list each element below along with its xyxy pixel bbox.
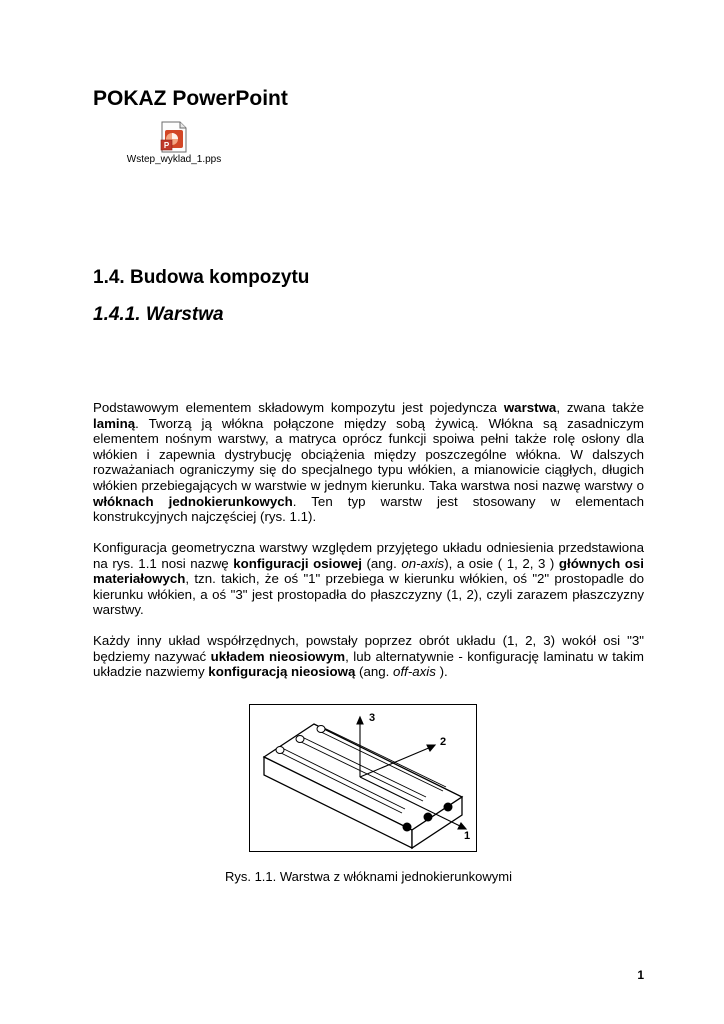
figure-layer-diagram	[249, 704, 477, 852]
term-warstwa: warstwa	[503, 400, 557, 415]
term-off-axis: off-axis	[393, 664, 436, 680]
term-wloknach-jednokierunkowych: włóknach jednokierunkowych	[93, 493, 293, 509]
page-number: 1	[637, 968, 644, 982]
text-run: . Ten typ warstw jest stosowany w elementach konstrukcyjnych najczęściej (rys. 1.1).	[93, 493, 644, 525]
text-run: , zwana także	[556, 400, 644, 415]
term-ukladem-nieosiowym: układem nieosiowym	[210, 648, 346, 664]
text-run: (ang.	[361, 555, 402, 571]
svg-text:P: P	[163, 141, 170, 150]
term-lamina: laminą	[93, 415, 136, 431]
term-konfiguracja-nieosiowa: konfiguracją nieosiową	[208, 664, 356, 680]
section-heading: 1.4. Budowa kompozytu	[93, 267, 310, 288]
layer-diagram	[250, 705, 475, 850]
axis-3-arrow	[357, 717, 363, 724]
figure-caption: Rys. 1.1. Warstwa z włóknami jednokierunkowymi	[224, 869, 513, 884]
text-run: , tzn. takich, że oś "1" przebiega w kierunku włókien, oś "2" prostopadle do kierunku włókien, a oś "3" jest prostopadła do płaszczyzny (1, 2), czyli zarazem płaszczyzny warstwy.	[93, 571, 644, 618]
text-run: . Tworzą ją włókna połączone między sobą żywicą. Włókna są zasadniczym elementem nośnym warstwy, a matryca oprócz funkcji spoiwa pełni także rolę osłony dla włókien i zapewnia dystrybucję obciążenia między poszczególne włókna. W dalszych rozważaniach ograniczymy się do specjalnego typu włókien, a mianowicie ciągłych, długich włókien przebiegających w warstwie w jednym kierunku. Taka warstwa nosi nazwę warstwy o	[93, 415, 644, 493]
text-run: Konfiguracja geometryczna warstwy względem przyjętego układu odniesienia przedstawiona na rys. 1.1 nosi nazwę	[93, 540, 644, 571]
axis-2-arrow	[427, 745, 435, 751]
page-title: POKAZ PowerPoint	[93, 87, 288, 110]
text-run: (ang.	[355, 664, 394, 680]
axis-1-label: 1	[464, 830, 471, 842]
attachment-filename[interactable]: Wstep_wyklad_1.pps	[126, 154, 222, 165]
text-run: Podstawowym elementem składowym kompozytu jest pojedyncza	[93, 400, 504, 415]
text-run: Każdy inny układ współrzędnych, powstały poprzez obrót układu (1, 2, 3) wokół osi "3" będziemy nazywać	[93, 633, 644, 664]
term-konfiguracji-osiowej: konfiguracji osiowej	[233, 555, 362, 571]
text-run: ), a osie ( 1, 2, 3 )	[444, 555, 559, 571]
axis-1-arrow	[458, 823, 466, 829]
text-run: , lub alternatywnie - konfigurację laminatu w takim układzie nazwiemy	[93, 648, 644, 680]
paragraph-2	[93, 540, 644, 618]
axis-3-label: 3	[369, 712, 376, 724]
term-glownych-osi: głównych osi materiałowych	[93, 555, 644, 587]
paragraph-3	[93, 633, 644, 680]
powerpoint-file-icon[interactable]	[158, 121, 190, 153]
subsection-heading: 1.4.1. Warstwa	[93, 304, 224, 325]
axis-2-label: 2	[440, 736, 447, 748]
paragraph-1	[93, 400, 644, 525]
text-run: ).	[435, 664, 448, 680]
term-on-axis: on-axis	[401, 555, 445, 571]
